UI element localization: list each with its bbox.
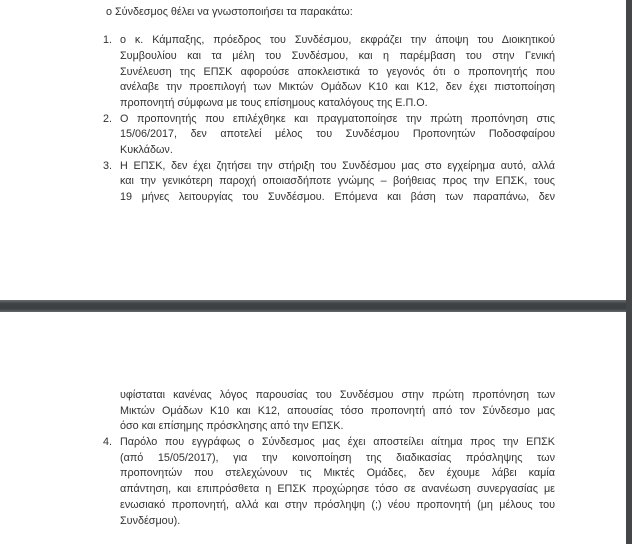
text-line: 19 μήνες λειτουργίας του Συνδέσμου. Επόμενα και βάση των παραπάνω, δεν bbox=[120, 191, 555, 204]
list-item bbox=[103, 159, 555, 206]
text-line: ο κ. Κάμπαξης, πρόεδρος του Συνδέσμου, εκφράζει την άποψη του Διοικητικού bbox=[120, 34, 555, 47]
list-item-number bbox=[103, 388, 120, 404]
text-line: 15/06/2017, δεν αποτελεί μέλος του Συνδέσμου Προπονητών Ποδοσφαίρου bbox=[120, 128, 555, 141]
text-line: όσο και επίσημης πρόσκλησης από την ΕΠΣΚ. bbox=[120, 420, 344, 433]
continuation-paragraph bbox=[103, 388, 555, 435]
paragraph-text bbox=[120, 435, 555, 529]
text-line: προπονητών που στελεχώνουν τις Μικτές Ομάδες, δεν έχουμε λάβει καμία bbox=[120, 467, 555, 480]
text-line: Ο προπονητής που επιλέχθηκε και πραγματοποίησε την πρώτη προπόνηση στις bbox=[120, 112, 555, 125]
paragraph-text bbox=[120, 112, 555, 159]
text-line: (από 15/05/2017), για την κοινοποίηση της διαδικασίας πρόσληψης των bbox=[120, 451, 555, 464]
text-line: απάντηση, και επιπρόσθετα η ΕΠΣΚ προχώρησε τόσο σε ανανέωση συνεργασίας με bbox=[120, 483, 555, 496]
numbered-list-page-2 bbox=[103, 388, 555, 529]
text-line: ανέλαβε την προεπιλογή των Μικτών Ομάδων Κ10 και Κ12, δεν έχει πιστοποίηση bbox=[120, 81, 555, 94]
text-line: και την γενικότερη παροχή οποιασδήποτε γνώμης – βοήθειας προς την ΕΠΣΚ, τους bbox=[120, 175, 555, 188]
list-item-number: 2. bbox=[103, 112, 113, 125]
paragraph-text bbox=[120, 33, 555, 111]
paragraph-text bbox=[120, 159, 555, 206]
paragraph-text bbox=[120, 388, 555, 435]
list-item bbox=[103, 33, 555, 111]
list-item-number: 1. bbox=[103, 34, 113, 47]
list-item-number: 4. bbox=[103, 436, 113, 449]
text-line: υφίσταται κανένας λόγος παρουσίας του Συνδέσμου στην πρώτη προπόνηση των bbox=[120, 389, 555, 401]
text-line: Κυκλάδων. bbox=[120, 144, 173, 157]
list-item-number: 3. bbox=[103, 159, 113, 172]
text-line: Συνδέσμου). bbox=[120, 514, 181, 527]
text-line: Παρόλο που εγγράφως ο Σύνδεσμος μας έχει αποστείλει αίτημα προς την ΕΠΣΚ bbox=[120, 436, 555, 449]
text-line: Μικτών Ομάδων Κ10 και Κ12, απουσίας τόσο προπονητή από τον Σύνδεσμο μας bbox=[120, 404, 555, 417]
page-2[interactable] bbox=[0, 312, 626, 544]
text-line: Συμβουλίου και τα μέλη του Συνδέσμου, και η παρέμβαση του στην Γενική bbox=[120, 49, 555, 62]
viewer-background-edge bbox=[626, 0, 632, 544]
page-break-gap bbox=[0, 300, 632, 312]
list-item bbox=[103, 435, 555, 529]
list-item bbox=[103, 112, 555, 159]
page-1-content bbox=[103, 5, 555, 206]
text-line: Η ΕΠΣΚ, δεν έχει ζητήσει την στήριξη του Συνδέσμου μας στο εγχείρημα αυτό, αλλά bbox=[120, 159, 555, 172]
page-2-content bbox=[103, 388, 555, 529]
numbered-list-page-1 bbox=[103, 33, 555, 206]
text-line: Συνέλευση της ΕΠΣΚ αφορούσε αποκλειστικά το γεγονός ότι ο προπονητής που bbox=[120, 65, 555, 78]
intro-paragraph: ο Σύνδεσμος θέλει να γνωστοποιήσει τα παρακάτω: bbox=[106, 6, 353, 18]
text-line: προπονητή σύμφωνα με τους επίσημους καταλόγους της Ε.Π.Ο. bbox=[120, 97, 428, 110]
text-line: ενωσιακό προπονητή, αλλά και στην πρόσληψη (;) νέου προπονητή (μη μέλους του bbox=[120, 498, 555, 511]
